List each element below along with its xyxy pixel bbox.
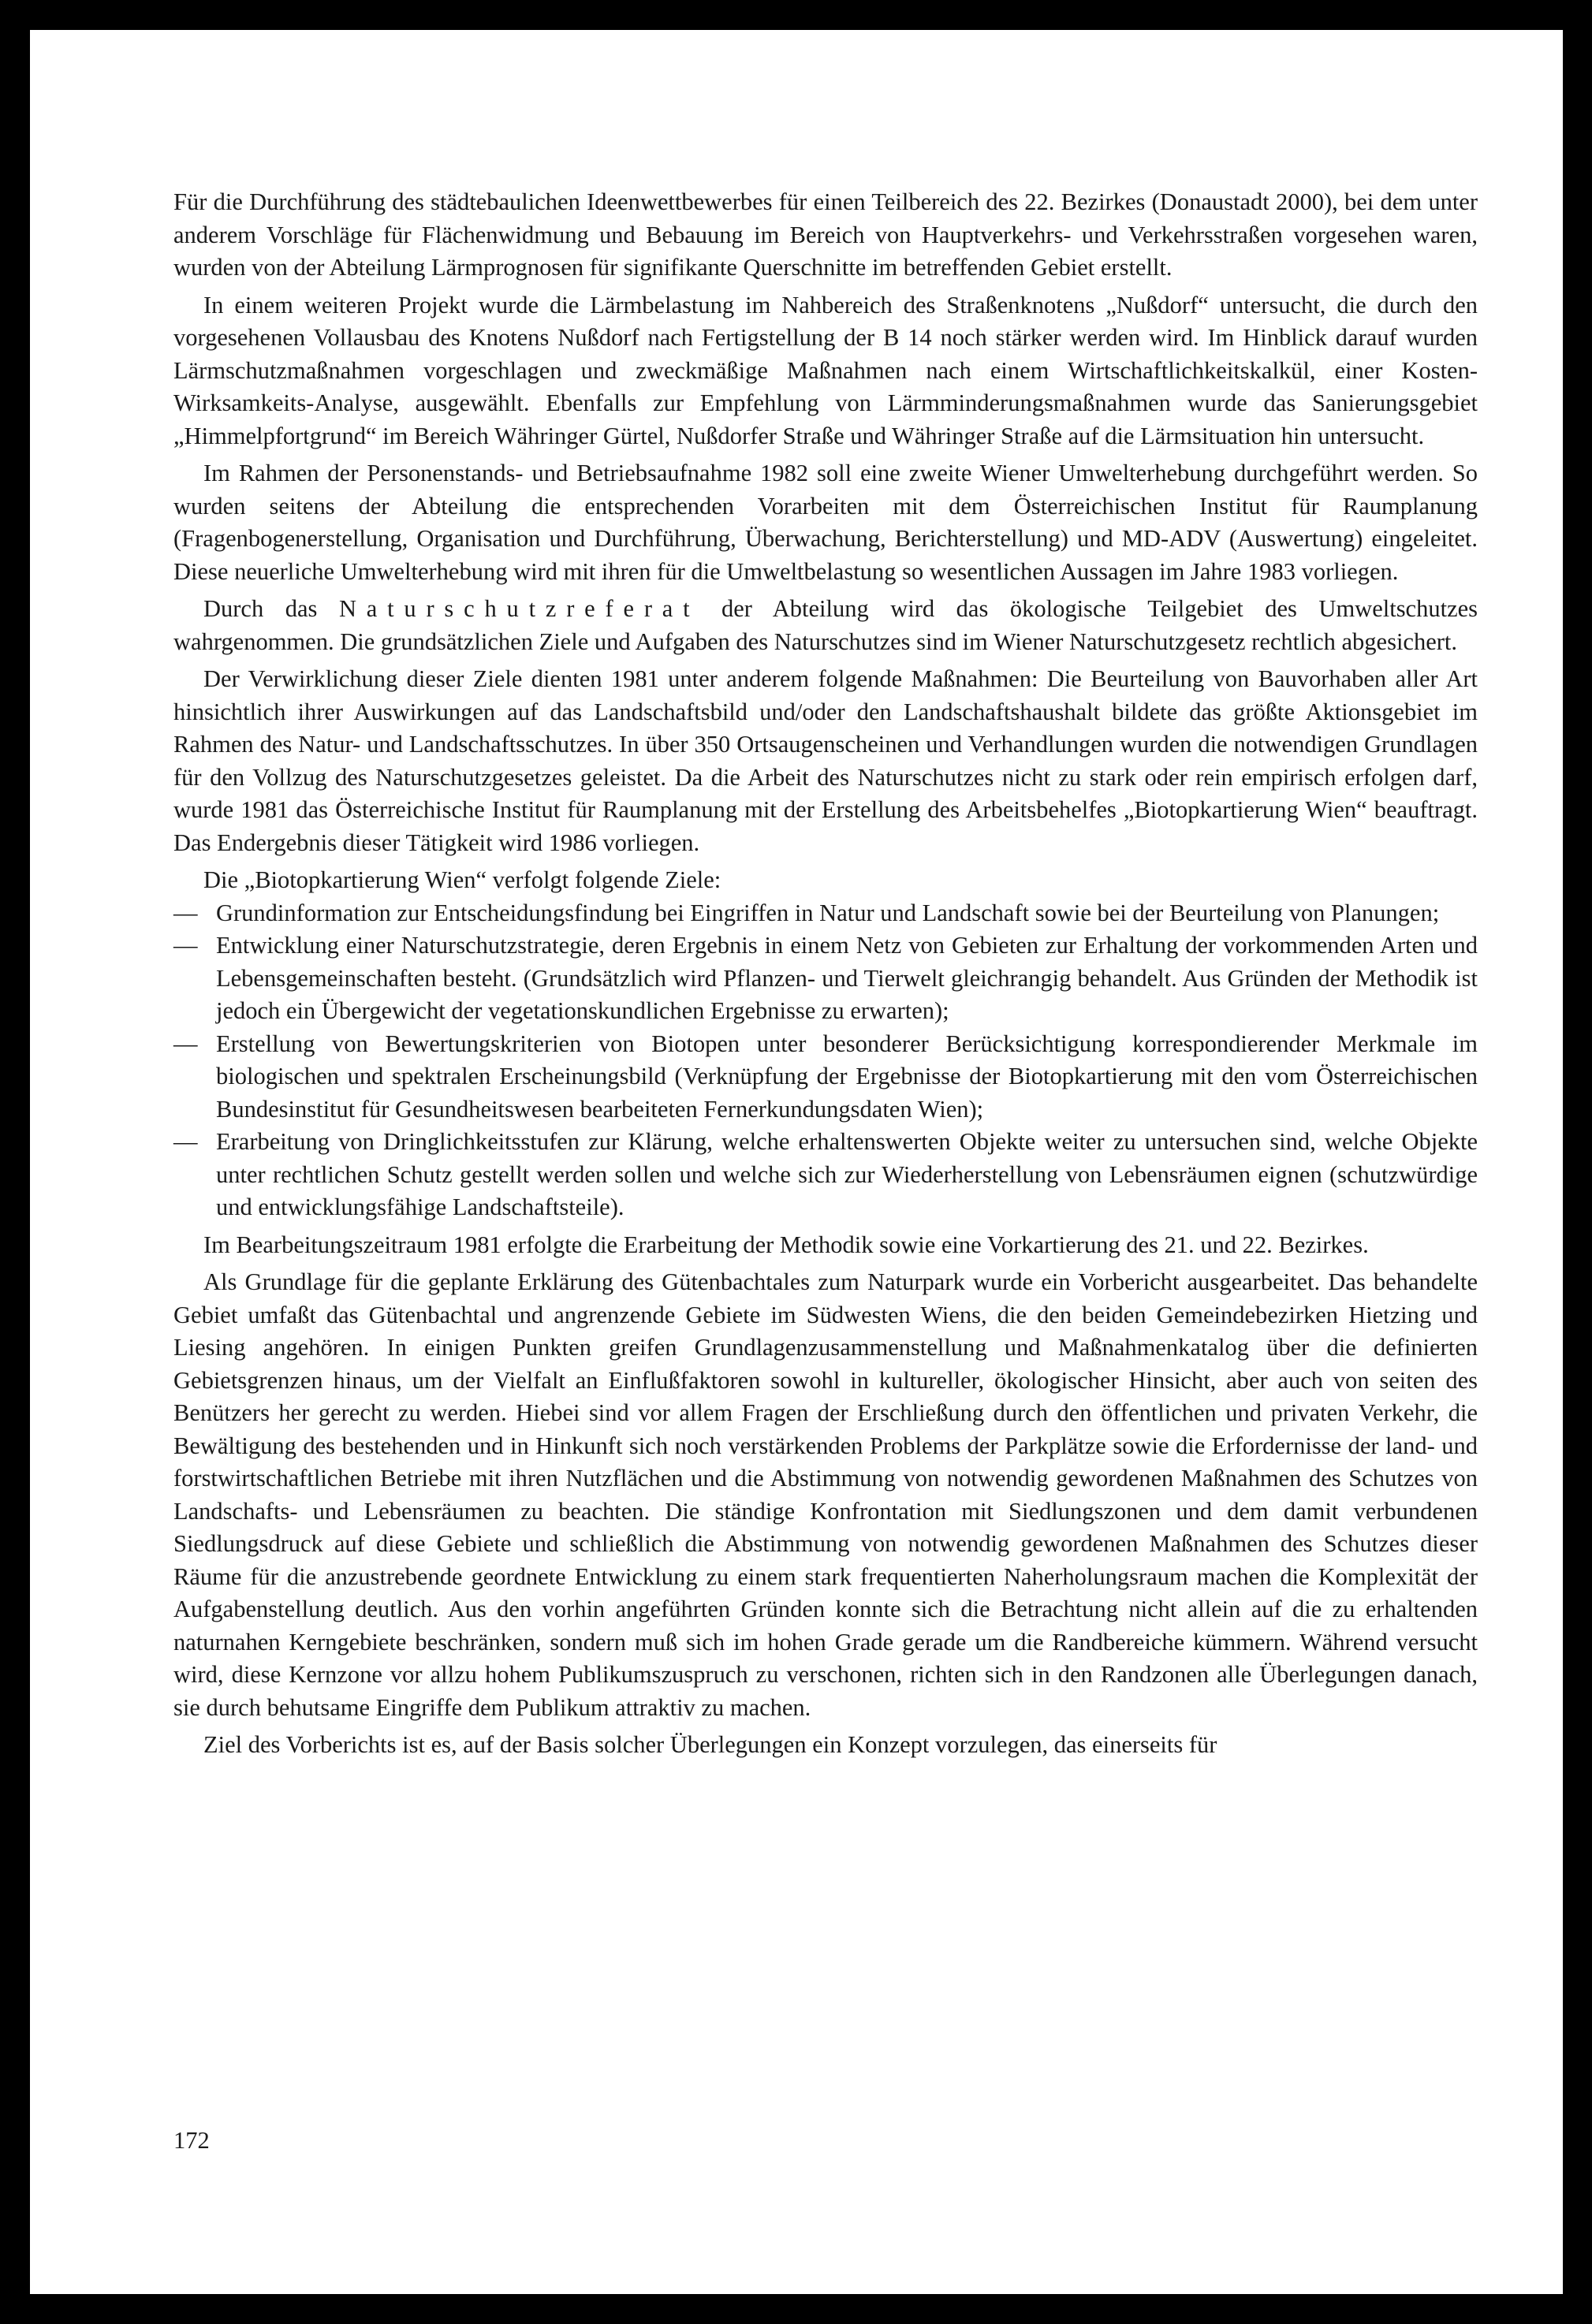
paragraph-massnahmen: Der Verwirklichung dieser Ziele dienten 1981 unter anderem folgende Maßnahmen: Die Beurteilung von Bauvorhaben aller Art hinsichtlich ihrer Auswirkungen auf das Landschaftsbild und/oder den Landschaftshaushalt bildete das größte Aktionsgebiet im Rahmen des Natur- und Landschaftsschutzes. In über 350 Ortsaugenscheinen und Verhandlungen wurden die notwendigen Grundlagen für den Vollzug des Naturschutzgesetzes geleistet. Da die Arbeit des Naturschutzes nicht zu stark oder rein empirisch erfolgen darf, wurde 1981 das Österreichische Institut für Raumplanung mit der Erstellung des Arbeitsbehelfes „Biotopkartierung Wien“ beauftragt. Das Endergebnis dieser Tätigkeit wird 1986 vorliegen. [173,665,1478,856]
paragraph-nussdorf: In einem weiteren Projekt wurde die Lärmbelastung im Nahbereich des Straßenknotens „Nußdorf“ untersucht, die durch den vorgesehenen Vollausbau des Knotens Nußdorf nach Fertigstellung der B 14 noch stärker werden wird. Im Hinblick darauf wurden Lärmschutzmaßnahmen vorgeschlagen und zweckmäßige Maßnahmen nach einem Wirtschaftlichkeitskalkül, einer Kosten-Wirksamkeits-Analyse, ausgewählt. Ebenfalls zur Empfehlung von Lärmminderungsmaßnahmen wurde das Sanierungsgebiet „Himmelpfortgrund“ im Bereich Währinger Gürtel, Nußdorfer Straße und Währinger Straße auf die Lärmsituation hin untersucht. [173,291,1478,449]
naturschutz-prefix: Durch das [203,595,318,622]
list-item: — Entwicklung einer Naturschutzstrategie, deren Ergebnis in einem Netz von Gebieten zur Erhaltung der vorkommenden Arten und Lebensgemeinschaften besteht. (Grundsätzlich wird Pflanzen- und Tierwelt gleichrangig behandelt. Aus Gründen der Methodik ist jedoch ein Übergewicht der vegetationskundlichen Ergebnisse zu erwarten); [173,929,1478,1028]
paragraph-ziel: Ziel des Vorberichts ist es, auf der Basis solcher Überlegungen ein Konzept vorzulegen, das einerseits für [203,1731,1217,1758]
list-item: — Erstellung von Bewertungskriterien von Biotopen unter besonderer Berücksichtigung korrespondierender Merkmale im biologischen und spektralen Erscheinungsbild (Verknüpfung der Ergebnisse der Biotopkartierung mit den vom Österreichischen Bundesinstitut für Gesundheitswesen bearbeiteten Fernerkundungsdaten Wien); [173,1028,1478,1127]
list-item: — Grundinformation zur Entscheidungsfindung bei Eingriffen in Natur und Landschaft sowie bei der Beurteilung von Planungen; [173,897,1478,930]
paragraph-ideenwettbewerb: Für die Durchführung des städtebaulichen Ideenwettbewerbes für einen Teilbereich des 22. Bezirkes (Donaustadt 2000), bei dem unter anderem Vorschläge für Flächenwidmung und Bebauung im Bereich von Hauptverkehrs- und Verkehrsstraßen vorgesehen waren, wurden von der Abteilung Lärmprognosen für signifikante Querschnitte im betreffenden Gebiet erstellt. [173,188,1478,281]
document-page [30,30,1563,2294]
paragraph-umwelterhebung: Im Rahmen der Personenstands- und Betriebsaufnahme 1982 soll eine zweite Wiener Umwelterhebung durchgeführt werden. So wurden seitens der Abteilung die entsprechenden Vorarbeiten mit dem Österreichischen Institut für Raumplanung (Fragenbogenerstellung, Organisation und Durchführung, Überwachung, Berichterstellung) und MD-ADV (Auswertung) eingeleitet. Diese neuerliche Umwelterhebung wird mit ihren für die Umweltbelastung so wesentlichen Aussagen im Jahre 1983 vorliegen. [173,460,1478,585]
paragraph-guetenbachtal: Als Grundlage für die geplante Erklärung des Gütenbachtales zum Naturpark wurde ein Vorbericht ausgearbeitet. Das behandelte Gebiet umfaßt das Gütenbachtal und angrenzende Gebiete im Südwesten Wiens, die den beiden Gemeindebezirken Hietzing und Liesing angehören. In einigen Punkten greifen Grundlagenzusammenstellung und Maßnahmenkatalog über die definierten Gebietsgrenzen hinaus, um der Vielfalt an Einflußfaktoren sowohl in kultureller, ökologischer Hinsicht, aber auch von seiten des Benützers her gerecht zu werden. Hiebei sind vor allem Fragen der Erschließung durch den öffentlichen und privaten Verkehr, die Bewältigung des bestehenden und in Hinkunft sich noch verstärkenden Problems der Parkplätze sowie die Erfordernisse der land- und forstwirtschaftlichen Betriebe mit ihren Nutzflächen und die Abstimmung von notwendig gewordenen Maßnahmen des Schutzes von Landschafts- und Lebensräumen zu beachten. Die ständige Konfrontation mit Siedlungszonen und dem damit verbundenen Siedlungsdruck auf diese Gebiete und schließlich die Abstimmung von notwendig gewordenen Maßnahmen des Schutzes dieser Räume für die anzustrebende geordnete Entwicklung zu einem stark frequentierten Naherholungsraum machen die Komplexität der Aufgabenstellung deutlich. Aus den vorhin angeführten Gründen konnte sich die Betrachtung nicht allein auf die zu erhaltenden naturnahen Kerngebiete beschränken, sondern muß sich im hohen Grade gerade um die Randbereiche kümmern. Während versucht wird, diese Kernzone vor allzu hohem Publikumszuspruch zu verschonen, richten sich in den Randzonen alle Überlegungen danach, sie durch behutsame Eingriffe dem Publikum attraktiv zu machen. [173,1268,1478,1721]
paragraph-bearbeitung: Im Bearbeitungszeitraum 1981 erfolgte die Erarbeitung der Methodik sowie eine Vorkartierung des 21. und 22. Bezirkes. [203,1231,1369,1258]
list-intro: Die „Biotopkartierung Wien“ verfolgt folgende Ziele: [203,866,721,893]
paragraph-naturschutzreferat [173,593,1478,658]
biotop-goals-list [173,897,1478,1224]
naturschutzreferat-spaced-word: Naturschutzreferat [338,595,700,622]
list-item: — Erarbeitung von Dringlichkeitsstufen zur Klärung, welche erhaltenswerten Objekte weiter zu untersuchen sind, welche Objekte unter rechtlichen Schutz gestellt werden sollen und welche sich zur Wiederherstellung von Lebensräumen eignen (schutzwürdige und entwicklungsfähige Landschaftsteile). [173,1126,1478,1224]
page-number: 172 [173,2127,210,2154]
naturschutz-suffix: der Abteilung wird das ökologische Teilgebiet des Umweltschutzes wahrgenommen. Die grundsätzlichen Ziele und Aufgaben des Naturschutzes sind im Wiener Naturschutzgesetz rechtlich abgesichert. [173,595,1478,655]
body-text [173,186,1478,1767]
